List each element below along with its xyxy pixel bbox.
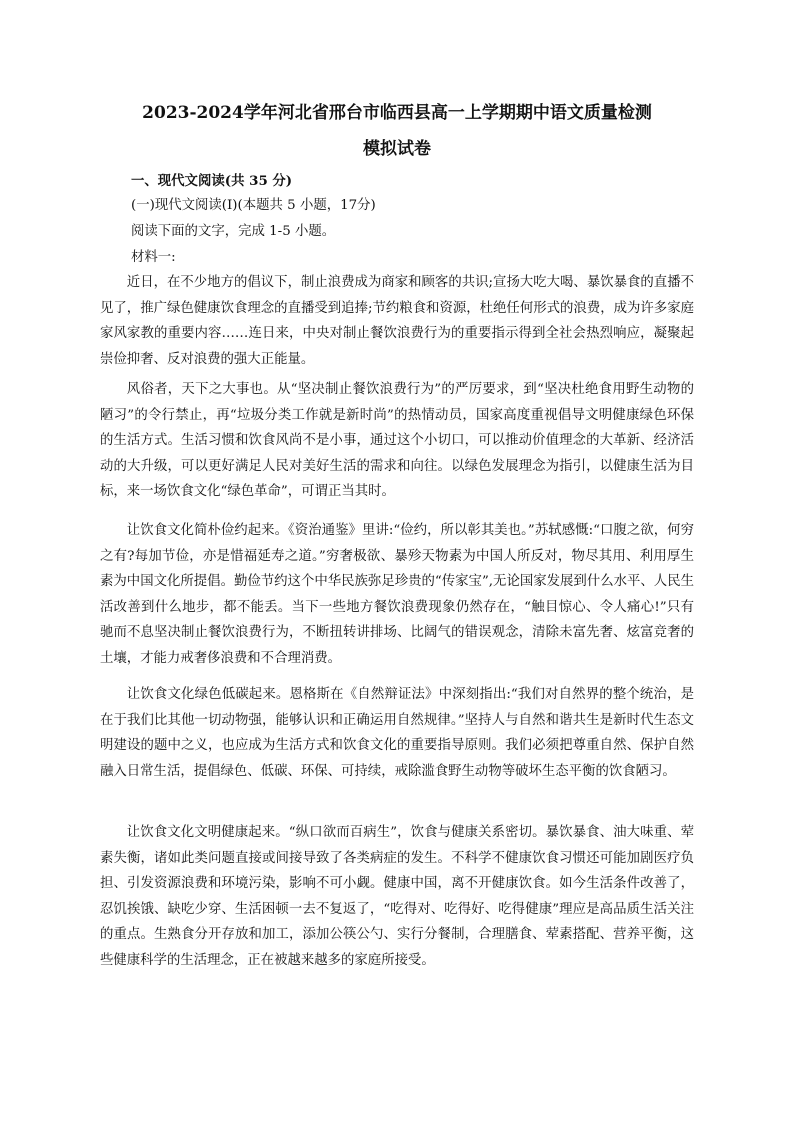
subsection-heading: (一)现代文阅读(Ⅰ)(本题共 5 小题，17分)	[131, 198, 376, 213]
paragraph-4: 让饮食文化绿色低碳起来。恩格斯在《自然辩证法》中深刻指出:“我们对自然界的整个统治，是在于我们比其他一切动物强，能够认识和正确运用自然规律。”坚持人与自然和谐共生是新时代生态文明建设的题中之义，也应成为生活方式和饮食文化的重要指导原则。我们必须把尊重自然、保护自然融入日常生活，提倡绿色、低碳、环保、可持续，戒除滥食野生动物等破坏生态平衡的饮食陋习。	[100, 687, 694, 779]
material-label: 材料一:	[131, 250, 176, 265]
document-title-line-1: 2023-2024学年河北省邢台市临西县高一上学期期中语文质量检测	[142, 103, 652, 123]
paragraph-5: 让饮食文化文明健康起来。“纵口欲而百病生”，饮食与健康关系密切。暴饮暴食、油大味重、荤素失衡，诸如此类问题直接或间接导致了各类病症的发生。不科学不健康饮食习惯还可能加剧医疗负担、引发资源浪费和环境污染，影响不可小觑。健康中国，离不开健康饮食。如今生活条件改善了，忍饥挨饿、缺吃少穿、生活困顿一去不复返了，“吃得对、吃得好、吃得健康”理应是高品质生活关注的重点。生熟食分开存放和加工，添加公筷公勺、实行分餐制，合理膳食、荤素搭配、营养平衡，这些健康科学的生活理念，正在被越来越多的家庭所接受。	[100, 825, 694, 968]
reading-instruction: 阅读下面的文字，完成 1-5 小题。	[131, 224, 336, 239]
document-title-line-2: 模拟试卷	[363, 139, 431, 159]
section-heading: 一、现代文阅读(共 35 分)	[131, 173, 293, 189]
paragraph-2: 风俗者，天下之大事也。从“坚决制止餐饮浪费行为”的严厉要求，到“坚决杜绝食用野生动物的陋习”的令行禁止，再“垃圾分类工作就是新时尚”的热情动员，国家高度重视倡导文明健康绿色环保的生活方式。生活习惯和饮食风尚不是小事，通过这个小切口，可以推动价值理念的大革新、经济活动的大升级，可以更好满足人民对美好生活的需求和向往。以绿色发展理念为指引，以健康生活为目标，来一场饮食文化“绿色革命”，可谓正当其时。	[100, 382, 694, 500]
paragraph-3: 让饮食文化简朴俭约起来。《资治通鉴》里讲:“俭约，所以彰其美也。”苏轼感慨:“口腹之欲，何穷之有?每加节俭，亦是惜福延寿之道。”穷奢极欲、暴殄天物素为中国人所反对，物尽其用、利用厚生素为中国文化所提倡。勤俭节约这个中华民族弥足珍贵的“传家宝”,无论国家发展到什么水平、人民生活改善到什么地步，都不能丢。当下一些地方餐饮浪费现象仍然存在，“触目惊心、令人痛心!”只有驰而不息坚决制止餐饮浪费行为，不断扭转讲排场、比阔气的错误观念，清除未富先奢、炫富竞奢的土壤，才能力戒奢侈浪费和不合理消费。	[100, 523, 694, 666]
paragraph-1: 近日，在不少地方的倡议下，制止浪费成为商家和顾客的共识;宣扬大吃大喝、暴饮暴食的直播不见了，推广绿色健康饮食理念的直播受到追捧;节约粮食和资源，杜绝任何形式的浪费，成为许多家庭家风家教的重要内容……连日来，中央对制止餐饮浪费行为的重要指示得到全社会热烈响应，凝聚起崇俭抑奢、反对浪费的强大正能量。	[100, 275, 694, 367]
